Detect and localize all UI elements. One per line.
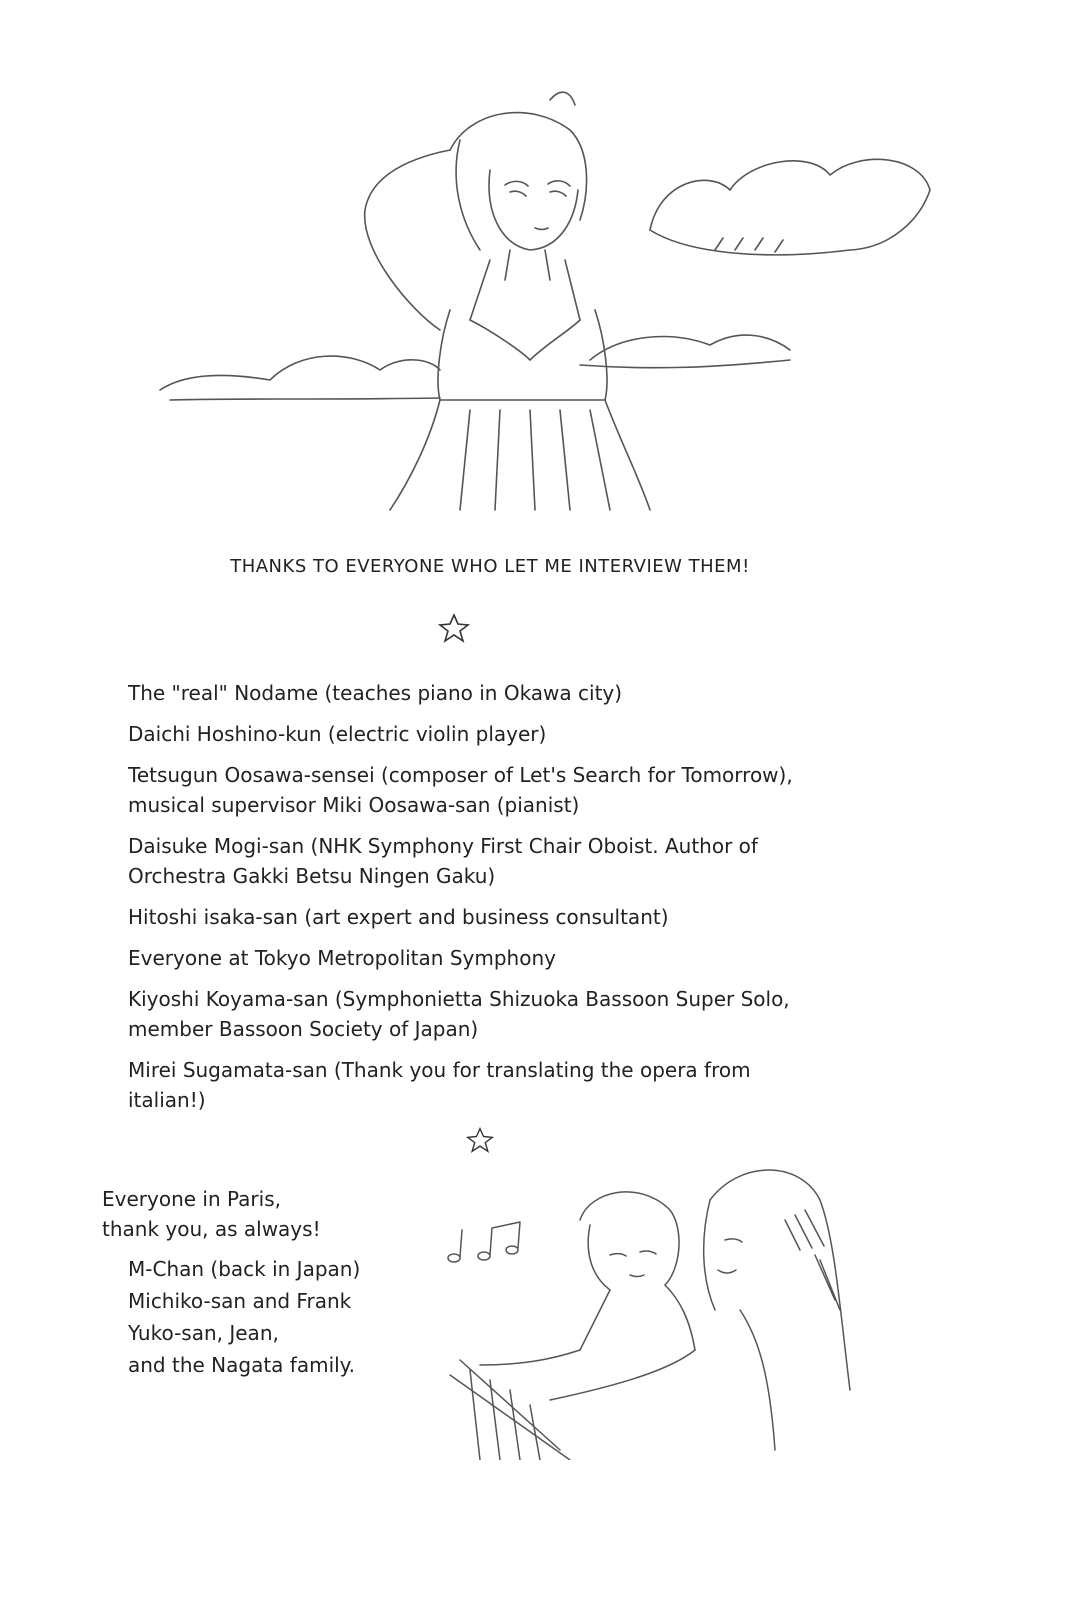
credit-line: musical supervisor Miki Oosawa-san (pianist) bbox=[128, 793, 580, 817]
paris-name: M-Chan (back in Japan) bbox=[128, 1257, 361, 1281]
credit-item bbox=[128, 1055, 828, 1115]
credit-item bbox=[128, 984, 828, 1044]
credit-line: Daisuke Mogi-san (NHK Symphony First Chair Oboist. Author of bbox=[128, 834, 758, 858]
paris-names-list bbox=[128, 1253, 388, 1381]
credit-item bbox=[128, 831, 828, 891]
pianists-sketch-illustration bbox=[440, 1160, 860, 1460]
credit-line: Mirei Sugamata-san (Thank you for translating the opera from italian!) bbox=[128, 1058, 751, 1112]
credit-item bbox=[128, 760, 828, 820]
paris-title-line: thank you, as always! bbox=[102, 1217, 321, 1241]
credit-line: Tetsugun Oosawa-sensei (composer of Let's Search for Tomorrow), bbox=[128, 763, 793, 787]
credit-line: The "real" Nodame (teaches piano in Okawa city) bbox=[128, 681, 623, 705]
credit-item bbox=[128, 902, 828, 932]
credit-item bbox=[128, 678, 828, 708]
paris-title-line: Everyone in Paris, bbox=[102, 1187, 281, 1211]
credit-item bbox=[128, 719, 828, 749]
paris-name: Michiko-san and Frank bbox=[128, 1289, 352, 1313]
girl-sketch-illustration bbox=[150, 80, 950, 520]
thanks-heading: THANKS TO EVERYONE WHO LET ME INTERVIEW THEM! bbox=[230, 556, 750, 577]
star-divider-icon bbox=[466, 1126, 494, 1158]
credit-line: Kiyoshi Koyama-san (Symphonietta Shizuoka Bassoon Super Solo, bbox=[128, 987, 790, 1011]
credit-line: member Bassoon Society of Japan) bbox=[128, 1017, 479, 1041]
music-notes-icon bbox=[448, 1222, 520, 1262]
star-divider-icon bbox=[438, 612, 470, 648]
credit-item bbox=[128, 943, 828, 973]
paris-name: Yuko-san, Jean, bbox=[128, 1321, 279, 1345]
paris-name: and the Nagata family. bbox=[128, 1353, 356, 1377]
credit-line: Daichi Hoshino-kun (electric violin player) bbox=[128, 722, 547, 746]
credit-line: Orchestra Gakki Betsu Ningen Gaku) bbox=[128, 864, 496, 888]
paris-thanks-title bbox=[102, 1184, 362, 1244]
credits-list bbox=[128, 678, 828, 1126]
credit-line: Hitoshi isaka-san (art expert and business consultant) bbox=[128, 905, 669, 929]
credit-line: Everyone at Tokyo Metropolitan Symphony bbox=[128, 946, 556, 970]
